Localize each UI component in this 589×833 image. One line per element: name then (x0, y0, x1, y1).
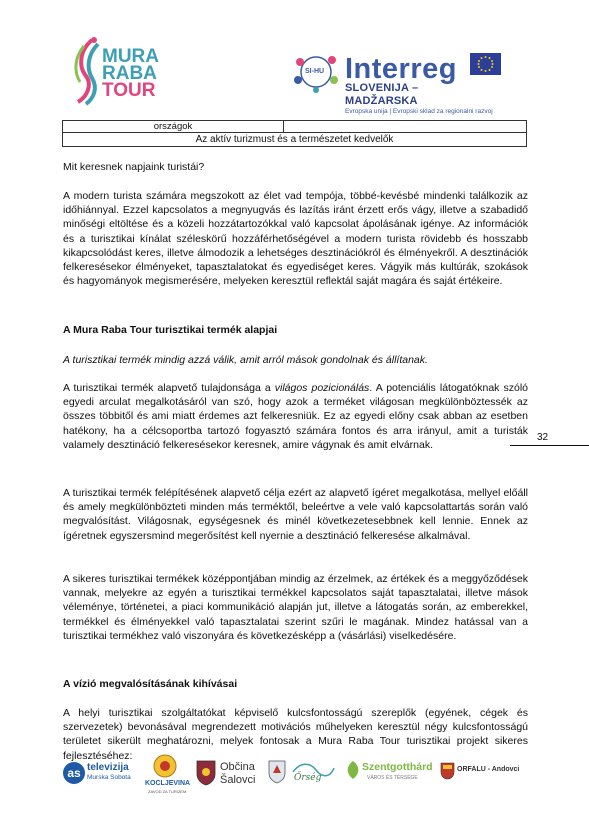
paragraph-emotions (63, 572, 528, 643)
logo-line-mura: MURA (102, 46, 159, 67)
paragraph-text: A modern turista számára megszokott az élet vad tempója, többé-kevésbé mindenki találkozik az időhiánnyal. Ezzel kapcsolatos a megnyugvás és lazítás iránt érzett erős vágy, illetve a szabadidő minőségi eltöltése és a közeli hozzátartozókkal való kapcsolat ápolásának igénye. Az információk és a turisztikai kínálat széleskörű hozzáférhetőségével a modern turista rövidebb és hosszabb kikapcsolódást keres, illetve álmodozik a lehetséges desztinációkról és élményekről. A desztinációk felkeresésekor élményeket, tapasztalatokat és egyediséget keres. Vágyik más kultúrák, szokások és hagyományok megismerésére, melyeken keresztül reflektál saját magára és saját értékeire. (63, 190, 528, 288)
obcina-salovci-logo (196, 760, 266, 800)
target-group-table (62, 120, 527, 147)
leaf-icon (345, 760, 361, 780)
svg-text:Őrség: Őrség (294, 773, 322, 783)
emblem-text: SI-HU (305, 68, 325, 75)
mura-raba-tour-logo (70, 34, 180, 114)
paragraph-text: A sikeres turisztikai termékek középpontjában mindig az érzelmek, az értékek és a meggyőződések vannak, melyekre az egyén a turisztikai termékkel kapcsolatos saját tapasztalatai, illetve mások véleménye, történetei, a piaci kommunikáció alapján jut, illetve a látogatás során, az emberekkel, termékkel és élményekkel való tapasztalatai szerint szűri le magának. Mindez hatással van a turisztikai termékhez való viszonyára és következésképp a (vásárlási) viselkedésére. (63, 573, 528, 642)
tv-badge-icon: as (63, 762, 85, 784)
paragraph-text: A helyi turisztikai szolgáltatókat képviselő kulcsfontosságú szereplők (egyének, cégek és szervezetek) bevonásával megrendezett motivációs műhelyeken keresztül négy kulcsfontosságú területet sikerült meghatározni, melyek fontosak a Mura Raba Tour turisztikai projekt sikeres fejlesztéséhez: (63, 707, 528, 762)
paragraph-workshops (63, 706, 528, 763)
interreg-subtitle: Evropska unija | Evropski sklad za regionalni razvoj (345, 108, 493, 115)
obcina-label: Občina (220, 761, 255, 773)
orseg-wordmark-icon (290, 760, 336, 784)
table-row (63, 133, 527, 147)
paragraph-text: . A potenciális látogatóknak szóló egyedi arculat megalkotásáról van szó, hogy azok a terméket világosan megkülönböztessék az összes többitől és ami miatt érdemes azt felkeresniük. Ez az egyedi előny csak abban az esetben hatékony, ha a célcsoportba tartozó fogyasztó számára fontos és arra irányul, amit a turisták valamely desztináció felkeresésekor keresnek, amire vágynak és amit elvárnak. (63, 382, 528, 451)
kocljevina-sub: ZAVOD ZA TURIZEM (148, 789, 187, 794)
orseg-logo (290, 760, 340, 786)
table-cell: Az aktív turizmust és a természetet kedvelők (63, 133, 527, 147)
paragraph-modern-tourist (63, 189, 528, 288)
page-number: 32 (537, 432, 549, 443)
orfalu-name: ORFALU - Andovci (457, 766, 520, 773)
paragraph-text: A turisztikai termék felépítésének alapvető célja ezért az alapvető ígéret megalkotása, mellyel előáll és amely megkülönbözteti minden más terméktől, beleértve a vele való kapcsolattartás során való megvalósítást. Világosnak, egységesnek és minél következetesebbnek kell lennie. Ennek az ígéretnek egyszersmind megerősítést kell nyernie a desztináció felkeresése alkalmával. (63, 487, 528, 542)
tv-city: Murska Sobota (87, 774, 131, 781)
coat-of-arms-icon (196, 760, 216, 786)
paragraph-product-goal (63, 486, 528, 543)
televizija-logo (63, 760, 143, 800)
page-number-rule (510, 445, 589, 446)
italic-quote: A turisztikai termék mindig azzá válik, amit arról mások gondolnak és állítanak. (63, 354, 428, 366)
kocljevina-emblem-icon (153, 754, 177, 778)
question-heading: Mit keresnek napjaink turistái? (63, 161, 205, 173)
table-cell: országok (63, 121, 284, 133)
interreg-country: SLOVENIJA – MADŽARSKA (345, 82, 419, 107)
section-heading-vision-challenges: A vízió megvalósításának kihívásai (63, 678, 238, 690)
kocljevina-logo (145, 760, 195, 805)
szentgotthard-logo (345, 760, 440, 790)
paragraph-positioning (63, 381, 528, 452)
swirl-icon (72, 36, 104, 106)
eu-flag-icon (470, 53, 501, 75)
orfalu-logo (440, 760, 535, 790)
orfalu-shield-icon (440, 762, 455, 780)
interreg-wordmark (345, 53, 493, 116)
paragraph-text: A turisztikai termék alapvető tulajdonsága a (63, 382, 275, 394)
emphasis-text: világos pozicionálás (274, 382, 370, 394)
table-row (63, 121, 527, 133)
logo-line-tour: TOUR (102, 80, 156, 101)
salovci-label: Šalovci (220, 774, 256, 786)
szentgotthard-name: Szentgotthárd (362, 761, 433, 773)
interreg-brand: Interreg (345, 53, 457, 85)
section-heading-product-basics: A Mura Raba Tour turisztikai termék alapjai (63, 324, 278, 336)
logo-line-raba: RABA (102, 63, 157, 84)
si-hu-emblem (290, 50, 342, 94)
kocljevina-name: KOCLJEVINA (145, 780, 191, 787)
table-cell-empty (284, 121, 527, 133)
szentgotthard-sub: VÁROS ÉS TÉRSÉGE (367, 775, 418, 781)
small-coat-of-arms (268, 760, 288, 786)
shield-icon (268, 760, 286, 784)
tv-name: televizija (87, 762, 129, 773)
